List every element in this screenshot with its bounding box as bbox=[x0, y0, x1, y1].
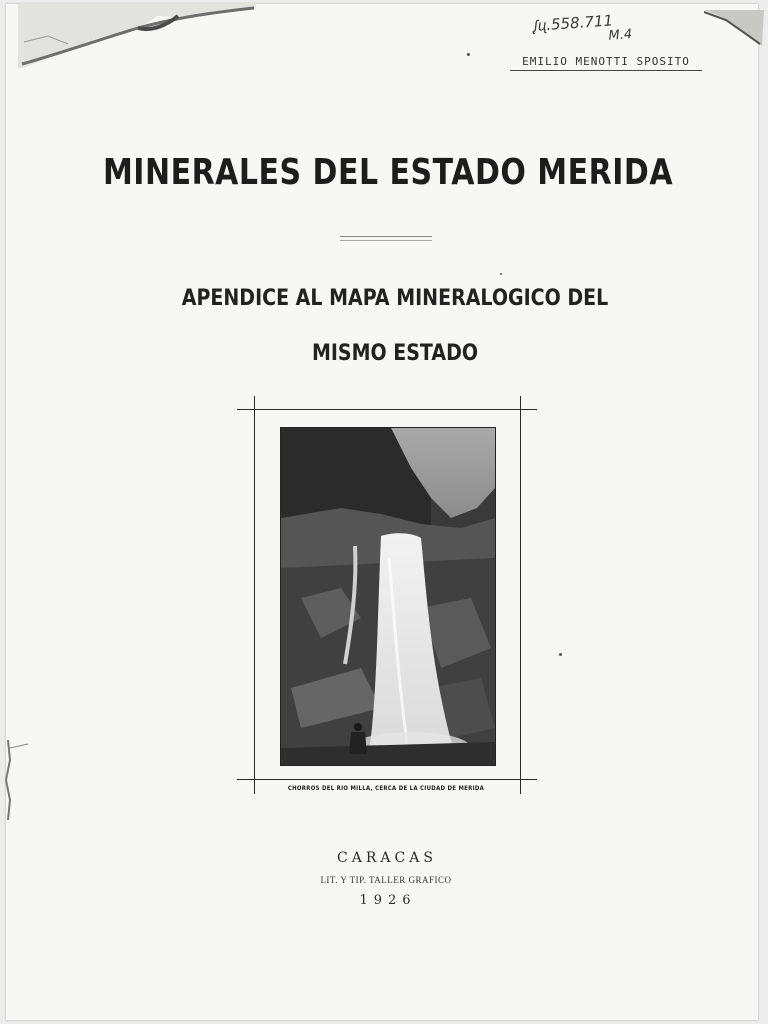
frame-line-right bbox=[520, 396, 521, 794]
waterfall-image bbox=[281, 428, 495, 765]
shelfmark-suffix: M.4 bbox=[607, 27, 633, 44]
frame-line-top bbox=[237, 409, 537, 410]
page-edge-tear bbox=[0, 740, 30, 820]
shelfmark-number: ᶘᶙ.558.711 bbox=[532, 11, 614, 35]
document-title: MINERALES DEL ESTADO MERIDA bbox=[102, 151, 674, 194]
imprint-printer: LIT. Y TIP. TALLER GRAFICO bbox=[320, 875, 452, 885]
waterfall-photograph bbox=[280, 427, 496, 766]
paper-speck bbox=[467, 53, 470, 56]
author-stamp: EMILIO MENOTTI SPOSITO bbox=[510, 55, 702, 71]
paper-speck bbox=[500, 273, 502, 275]
imprint-year: 1926 bbox=[359, 893, 417, 908]
title-divider bbox=[340, 236, 432, 241]
imprint-city: CARACAS bbox=[337, 850, 437, 866]
torn-corner-top-right bbox=[704, 10, 764, 50]
torn-corner-top-left bbox=[18, 2, 258, 72]
photo-caption: CHORROS DEL RIO MILLA, CERCA DE LA CIUDAD DE MERIDA bbox=[287, 785, 485, 792]
subtitle-line-1: APENDICE AL MAPA MINERALOGICO DEL bbox=[181, 285, 609, 311]
frame-line-left bbox=[254, 396, 255, 794]
paper-speck bbox=[559, 653, 562, 656]
frame-line-bottom bbox=[237, 779, 537, 780]
subtitle-line-2: MISMO ESTADO bbox=[311, 340, 479, 366]
